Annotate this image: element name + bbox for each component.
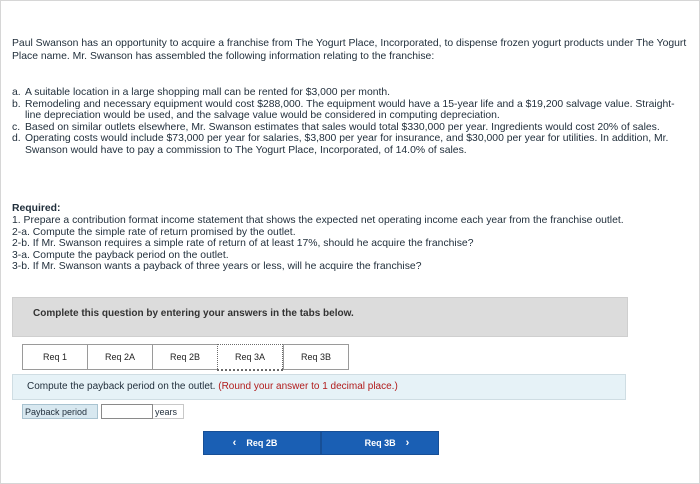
chevron-right-icon: › [405, 437, 410, 449]
list-item-text: Remodeling and necessary equipment would cost $288,000. The equipment would have a 15-year life and a $19,200 salvage value. Straight-line depreciation would be used, and the salvage value would be considered in computing depreciation. [25, 98, 675, 122]
prev-button[interactable] [203, 431, 321, 455]
instruction-note: (Round your answer to 1 decimal place.) [218, 381, 398, 392]
problem-intro: Paul Swanson has an opportunity to acquire a franchise from The Yogurt Place, Incorporated, to dispense frozen yogurt products under The Yogurt Place name. Mr. Swanson has assembled the following information relating to the franchise: [12, 38, 687, 62]
next-button-label: Req 3B [364, 438, 396, 448]
required-item: 1. Prepare a contribution format income statement that shows the expected net operating income each year from the franchise outlet. [12, 215, 624, 226]
list-item-text: Operating costs would include $73,000 per year for salaries, $3,800 per year for insurance, and $30,000 per year for utilities. In addition, Mr. Swanson would have to pay a commission to The Yogurt Place, Incorporated, of 14.0% of sales. [25, 133, 669, 156]
payback-period-input[interactable] [101, 404, 153, 419]
list-item [12, 87, 687, 99]
question-panel [12, 374, 626, 400]
list-item [12, 133, 687, 156]
tab-req-3b[interactable]: Req 3B [283, 344, 349, 370]
payback-period-label: Payback period [22, 404, 98, 419]
list-item-key: b. [12, 98, 21, 110]
answer-row [22, 404, 184, 419]
list-item-key: a. [12, 87, 21, 98]
list-item-key: d. [12, 133, 21, 145]
list-item [12, 122, 687, 134]
list-item [12, 99, 687, 122]
list-item-text: A suitable location in a large shopping mall can be rented for $3,000 per month. [25, 87, 391, 98]
facts-list [12, 87, 687, 157]
required-heading: Required: [12, 203, 61, 214]
unit-label: years [153, 404, 184, 419]
list-item-key: c. [12, 121, 21, 133]
required-item: 2-b. If Mr. Swanson requires a simple rate of return of at least 17%, should he acquire the franchise? [12, 238, 474, 250]
complete-banner-text: Complete this question by entering your answers in the tabs below. [33, 308, 354, 319]
list-item-text: Based on similar outlets elsewhere, Mr. Swanson estimates that sales would total $330,000 per year. Ingredients would cost 20% of sales. [25, 121, 660, 133]
instruction-main: Compute the payback period on the outlet. [27, 381, 216, 392]
chevron-left-icon: ‹ [232, 437, 237, 449]
tab-req-1[interactable]: Req 1 [22, 344, 87, 370]
tab-req-2a[interactable]: Req 2A [87, 344, 152, 370]
prev-button-label: Req 2B [246, 438, 278, 448]
tab-req-2b[interactable]: Req 2B [152, 344, 217, 370]
required-item: 3-a. Compute the payback period on the outlet. [12, 249, 229, 261]
req-tabs [22, 344, 349, 370]
tab-req-3a[interactable]: Req 3A [217, 344, 283, 371]
next-button[interactable] [321, 431, 439, 455]
required-item: 3-b. If Mr. Swanson wants a payback of three years or less, will he acquire the franchise? [12, 261, 422, 273]
instruction-text [27, 381, 398, 392]
required-list [12, 215, 687, 273]
complete-banner [12, 297, 628, 337]
required-item: 2-a. Compute the simple rate of return promised by the outlet. [12, 226, 296, 238]
